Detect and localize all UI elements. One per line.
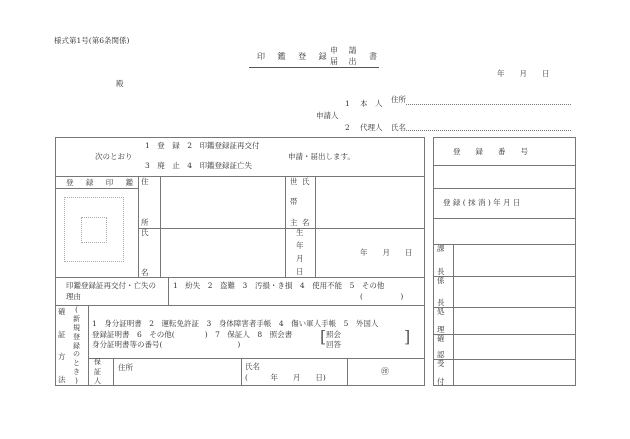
inquiry-bracket-right: ] xyxy=(404,327,411,346)
address-label: 住 所 xyxy=(141,177,149,227)
divider xyxy=(88,358,425,359)
divider xyxy=(347,358,348,386)
verification-line-1[interactable]: 1 身分証明書 2 運転免許証 3 身体障害者手帳 4 傷い軍人手帳 5 外国人 xyxy=(92,319,379,328)
divider xyxy=(433,307,576,308)
divider xyxy=(433,244,576,245)
verification-line-3[interactable]: 身分証明書等の番号( ) xyxy=(92,340,241,349)
divider xyxy=(241,358,242,386)
approval-section-chief: 課 長 xyxy=(437,244,445,276)
applicant-name-label: 氏名 xyxy=(391,123,406,132)
date-line: 年 月 日 xyxy=(497,69,550,78)
reason-label-2: 理由 xyxy=(66,292,81,301)
applicant-address-field[interactable] xyxy=(406,104,571,105)
birth-value[interactable]: 年 月 日 xyxy=(360,248,413,257)
reg-number-field[interactable] xyxy=(434,166,575,187)
name-field[interactable] xyxy=(161,229,284,276)
divider xyxy=(168,277,169,305)
verification-line-2[interactable]: 登録証明書 6 その他( ) 7 保証人 8 照会書 xyxy=(92,330,293,339)
approval-confirmation: 確 認 xyxy=(437,334,445,359)
divider xyxy=(113,358,114,386)
divider xyxy=(88,305,89,386)
guarantor-name-label: 氏名 xyxy=(245,362,260,371)
guarantor-date[interactable]: ( 年 月 日) xyxy=(245,373,326,382)
inquiry-option-2[interactable]: 回答 xyxy=(326,340,341,349)
title-apply-bottom: 届 出 xyxy=(330,57,361,66)
reg-date-label: 登 録 ( 抹 消 ) 年 月 日 xyxy=(443,198,521,207)
addressee-suffix: 殿 xyxy=(116,79,124,88)
reason-options[interactable]: 1 紛失 2 盗難 3 汚損・き損 4 使用不能 5 その他 xyxy=(173,281,385,290)
request-tail: 申請・届出します。 xyxy=(288,152,355,161)
guarantor-seal-mark: ㊞ xyxy=(381,367,389,376)
applicant-self-label: 本 人 xyxy=(360,99,383,108)
guarantor-address-label: 住所 xyxy=(118,363,133,372)
applicant-agent-num: 2 xyxy=(345,123,350,132)
request-option-2[interactable]: 3 廃 止 4 印鑑登録証亡失 xyxy=(145,161,253,170)
reg-date-field[interactable] xyxy=(434,219,575,243)
form-code: 様式第1号(第6条関係) xyxy=(54,36,130,45)
approval-subsection-chief: 係 長 xyxy=(437,276,445,307)
title-underline xyxy=(249,67,379,68)
inquiry-bracket-left: [ xyxy=(320,327,327,346)
divider xyxy=(55,188,138,189)
reason-other-paren[interactable]: ( ) xyxy=(360,292,404,301)
divider xyxy=(453,244,454,386)
applicant-name-field[interactable] xyxy=(406,130,571,131)
divider xyxy=(433,276,576,277)
verification-label-outer: 確 証 方 法 xyxy=(58,307,66,384)
address-field[interactable] xyxy=(161,177,284,227)
inquiry-option-1[interactable]: 照会 xyxy=(326,330,341,339)
applicant-label: 申請人 xyxy=(316,111,339,120)
approval-processing: 処 理 xyxy=(437,307,445,334)
applicant-agent-label: 代理人 xyxy=(360,123,383,132)
divider xyxy=(55,305,425,306)
applicant-self-num: 1 xyxy=(345,99,350,108)
request-option-1[interactable]: 1 登 録 2 印鑑登録証再交付 xyxy=(145,141,260,150)
title-suffix: 書 xyxy=(369,52,377,61)
divider xyxy=(433,359,576,360)
title-main: 印 鑑 登 録 xyxy=(257,52,332,61)
name-label: 氏 名 xyxy=(141,228,149,277)
guarantor-label: 保 証 人 xyxy=(94,358,101,385)
verification-label-inner: ( 新 規 登 録 の と き ) xyxy=(73,306,80,385)
householder-field[interactable] xyxy=(316,177,424,227)
applicant-address-label: 住所 xyxy=(391,95,406,104)
householder-label-a: 世 帯 主 xyxy=(290,177,298,227)
seal-inner-box xyxy=(81,217,107,243)
divider xyxy=(433,334,576,335)
title-apply-top: 申 請 xyxy=(330,46,361,55)
divider xyxy=(285,176,286,277)
reg-number-label: 登 録 番 号 xyxy=(453,147,528,156)
householder-label-b: 氏 名 xyxy=(302,177,310,227)
birth-label: 生 年 月 日 xyxy=(296,228,304,277)
seal-header: 登 録 印 鑑 xyxy=(66,178,139,187)
divider xyxy=(138,176,139,277)
request-lead: 次のとおり xyxy=(95,152,133,161)
divider xyxy=(433,188,576,189)
divider xyxy=(55,277,425,278)
reason-label-1: 印鑑登録証再交付・亡失の xyxy=(66,281,156,290)
approval-reception: 受 付 xyxy=(437,359,445,386)
